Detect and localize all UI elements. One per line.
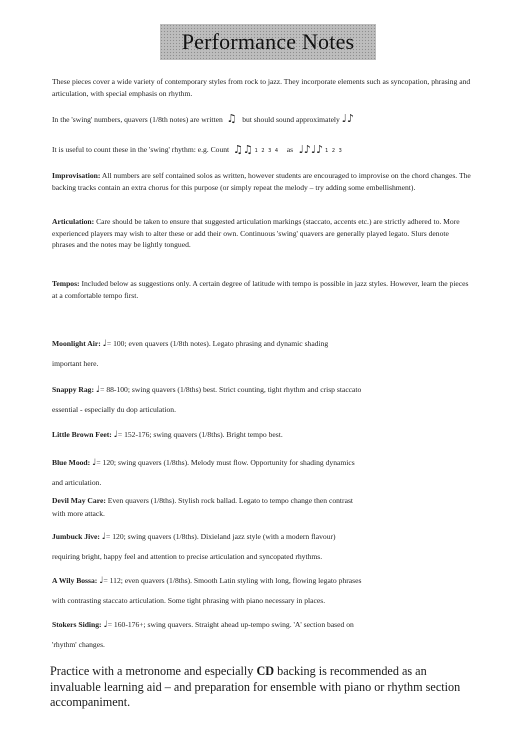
articulation-text: Care should be taken to ensure that suggested articulation markings (staccato, accents etc.) are strictly adhered to. More experienced players may wish to alter these or add their own. Continuous 'swing' quavers are generally played legato. Slurs denote phrases and the notes may be lightly tongued. xyxy=(52,217,460,249)
page-title: Performance Notes xyxy=(181,29,355,54)
piece-name: Moonlight Air: xyxy=(52,339,101,348)
quarter-note-icon: ♩ xyxy=(95,385,101,395)
piece-text: swing quavers (1/8ths). Dixieland jazz style (with a modern flavour) xyxy=(127,532,336,541)
tempos-paragraph xyxy=(52,278,472,301)
eighth-notes-icon: ♫ xyxy=(226,112,237,125)
quarter-note-icon: ♩ xyxy=(113,430,118,440)
as-notes-icon: ♩♪♩♪ xyxy=(298,143,324,156)
piece-tempo: = 160-176+; xyxy=(107,620,146,629)
piece-text-continued: and articulation. xyxy=(52,478,102,487)
piece-stokers-siding xyxy=(52,620,472,650)
piece-tempo: = 112; xyxy=(103,576,123,585)
improvisation-text: All numbers are self contained solos as written, however students are encouraged to improvise on the chord changes. The backing tracks contain an extra chorus for this purpose (or simply repeat the melody – try adding some embellishment). xyxy=(52,171,471,192)
piece-name: Stokers Siding: xyxy=(52,620,102,629)
triplet-notes-icon: ♩♪ xyxy=(341,112,354,125)
tempos-text: Included below as suggestions only. A certain degree of latitude with tempo is possible in jazz styles. However, learn the pieces at a comfortable tempo first. xyxy=(52,279,469,300)
piece-text: swing quavers. Straight ahead up-tempo swing. 'A' section based on xyxy=(147,620,354,629)
footer-text-pre: Practice with a metronome and especially xyxy=(50,664,254,678)
piece-text: Even quavers (1/8ths). Stylish rock ballad. Legato to tempo change then contrast xyxy=(107,496,354,505)
piece-text-continued: essential - especially du dop articulation. xyxy=(52,405,176,414)
piece-text-continued: requiring bright, happy feel and attention to precise articulation and syncopated rhythms. xyxy=(52,552,323,561)
as-subscript: 1 2 3 xyxy=(325,148,343,154)
piece-text: swing quavers (1/8ths) best. Strict counting, tight rhythm and crisp staccato xyxy=(131,385,362,394)
piece-text: swing quavers (1/8ths). Melody must flow. Opportunity for shading dynamics xyxy=(117,458,355,467)
swing-as-text: as xyxy=(286,145,294,154)
piece-name: A Wily Bossa: xyxy=(52,576,98,585)
quarter-note-icon: ♩ xyxy=(101,532,107,542)
improvisation-paragraph xyxy=(52,170,472,193)
piece-text-continued: with contrasting staccato articulation. Some tight phrasing with piano necessary in places. xyxy=(52,596,326,605)
piece-snappy-rag xyxy=(52,385,472,415)
intro-paragraph: These pieces cover a wide variety of contemporary styles from rock to jazz. They incorporate elements such as syncopation, phrasing and articulation, with special emphasis on rhythm. xyxy=(52,77,471,98)
piece-name: Little Brown Feet: xyxy=(52,430,112,439)
piece-devil-may-care xyxy=(52,496,472,519)
swing-sound-text: but should sound approximately xyxy=(242,115,340,124)
count-subscript: 1 2 3 4 xyxy=(254,148,280,154)
piece-little-brown-feet xyxy=(52,430,472,440)
quarter-note-icon: ♩ xyxy=(99,576,104,586)
articulation-label: Articulation: xyxy=(52,217,95,226)
quarter-note-icon: ♩ xyxy=(102,339,107,349)
piece-blue-mood xyxy=(52,458,472,488)
tempos-label: Tempos: xyxy=(52,279,80,288)
piece-text-continued: with more attack. xyxy=(52,509,105,518)
piece-a-wily-bossa xyxy=(52,576,472,606)
piece-name: Snappy Rag: xyxy=(52,385,94,394)
piece-tempo: = 100; xyxy=(106,339,127,348)
piece-tempo: = 120; xyxy=(96,458,117,467)
piece-jumbuck-jive xyxy=(52,532,472,562)
quarter-note-icon: ♩ xyxy=(92,458,97,468)
swing-count-text: It is useful to count these in the 'swing' rhythm: e.g. Count xyxy=(52,145,230,154)
piece-name: Jumbuck Jive: xyxy=(52,532,100,541)
articulation-paragraph xyxy=(52,216,472,251)
count-notes-icon: ♫♫ xyxy=(232,143,253,156)
title-banner xyxy=(160,24,376,60)
quarter-note-icon: ♩ xyxy=(103,620,108,630)
piece-tempo: = 152-176; xyxy=(117,430,152,439)
swing-count-line xyxy=(52,144,472,157)
footer-cd-bold: CD xyxy=(256,664,275,678)
piece-text: even quavers (1/8ths). Smooth Latin styling with long, flowing legato phrases xyxy=(124,576,362,585)
piece-moonlight-air xyxy=(52,339,472,369)
piece-text: swing quavers (1/8ths). Bright tempo best. xyxy=(153,430,283,439)
piece-text-continued: 'rhythm' changes. xyxy=(52,640,105,649)
piece-tempo: = 88-100; xyxy=(100,385,130,394)
improvisation-label: Improvisation: xyxy=(52,171,101,180)
piece-tempo: = 120; xyxy=(106,532,126,541)
piece-name: Blue Mood: xyxy=(52,458,91,467)
footer-paragraph xyxy=(50,664,480,711)
swing-written-text: In the 'swing' numbers, quavers (1/8th notes) are written xyxy=(52,115,223,124)
footer-text-post: backing is recommended as an invaluable learning aid – and preparation for ensemble with piano or rhythm section accompaniment. xyxy=(50,664,461,709)
piece-text: even quavers (1/8th notes). Legato phrasing and dynamic shading xyxy=(128,339,329,348)
swing-written-line xyxy=(52,113,472,126)
piece-text-continued: important here. xyxy=(52,359,99,368)
piece-name: Devil May Care: xyxy=(52,496,106,505)
